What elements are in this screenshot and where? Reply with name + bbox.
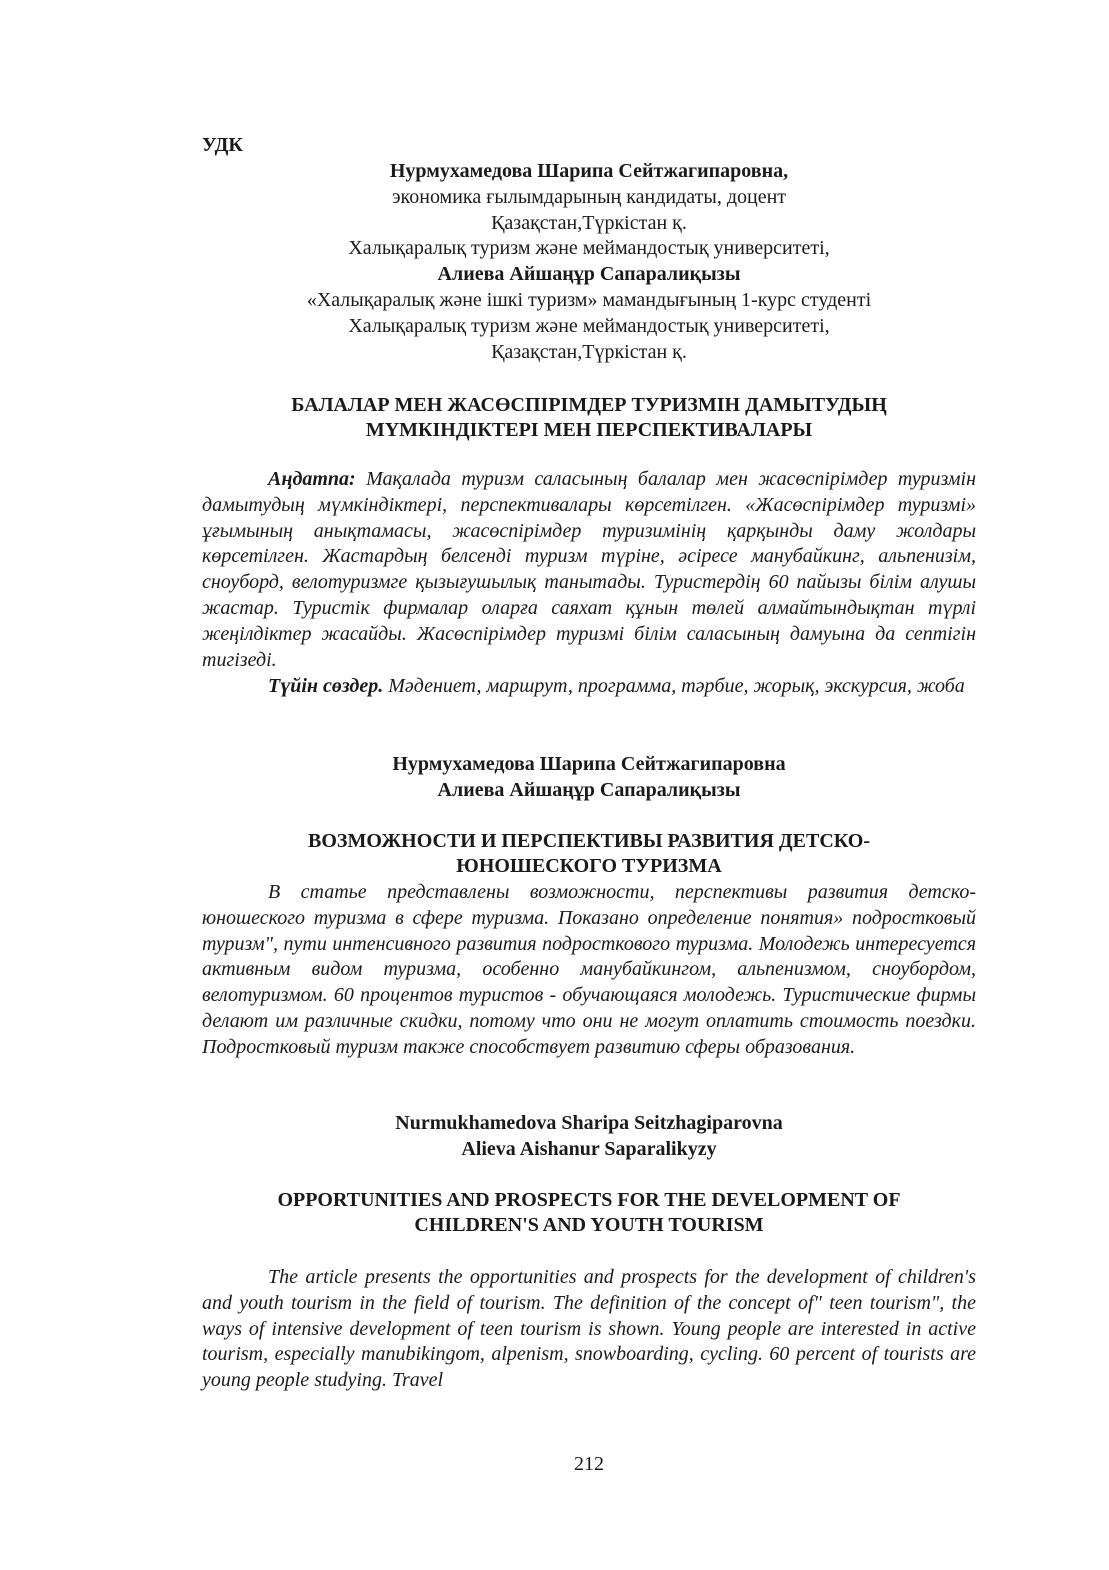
kz-keywords — [202, 674, 976, 700]
kz-author2-status: «Халықаралық және ішкі туризм» мамандығының 1-курс студенті — [306, 288, 872, 311]
en-author-block — [202, 1111, 976, 1163]
document-page — [202, 0, 976, 1570]
kz-author2-university: Халықаралық туризм және меймандостық университеті, — [348, 314, 830, 337]
ru-title-line1: ВОЗМОЖНОСТИ И ПЕРСПЕКТИВЫ РАЗВИТИЯ ДЕТСКО- — [308, 830, 870, 852]
kz-author2-name: Алиева Айшаңұр Сапаралиқызы — [437, 263, 741, 286]
en-author2-name: Alieva Aishanur Saparalikyzy — [461, 1137, 717, 1160]
kz-title-line1: БАЛАЛАР МЕН ЖАСӨСПІРІМДЕР ТУРИЗМІН ДАМЫТУДЫҢ — [291, 394, 887, 416]
ru-title — [202, 829, 976, 879]
udk-label: УДК — [202, 134, 243, 156]
ru-abstract: В статье представлены возможности, перспективы развития детско-юношеского туризма в сфере туризма. Показано определение понятия» подростковый туризм", пути интенсивного развития подросткового туризма. Молодежь интересуется активным видом туризма, особенно манубайкингом, альпенизмом, сноубордом, велотуризмом. 60 процентов туристов - обучающаяся молодежь. Туристические фирмы делают им различные скидки, потому что они не могут оплатить стоимость поездки. Подростковый туризм также способствует развитию сферы образования. — [202, 881, 976, 1058]
kz-abstract-label: Аңдатпа: — [268, 468, 356, 490]
kz-title — [202, 393, 976, 443]
en-title-line1: OPPORTUNITIES AND PROSPECTS FOR THE DEVELOPMENT OF — [277, 1189, 901, 1211]
ru-author1-name: Нурмухамедова Шарипа Сейтжагипаровна — [392, 753, 786, 775]
kz-author1-name: Нурмухамедова Шарипа Сейтжагипаровна, — [389, 160, 789, 182]
en-abstract: The article presents the opportunities and prospects for the development of children's and youth tourism in the field of tourism. The definition of the concept of" teen tourism", the ways of intensive development of teen tourism is shown. Young people are interested in active tourism, especially manubikingom, alpenism, snowboarding, cycling. 60 percent of tourists are young people studying. Travel — [202, 1266, 976, 1392]
ru-author-block — [202, 752, 976, 804]
kz-abstract — [202, 467, 976, 673]
kz-author-block — [202, 159, 976, 365]
kz-author1-degree: экономика ғылымдарының кандидаты, доцент — [391, 185, 787, 208]
kz-author2-location: Қазақстан,Түркістан қ. — [491, 340, 687, 363]
page-number: 212 — [574, 1453, 604, 1475]
kz-keywords-text: Мәдениет, маршрут, программа, тәрбие, жорық, экскурсия, жоба — [383, 675, 965, 697]
en-author1-name: Nurmukhamedova Sharipa Seitzhagiparovna — [395, 1112, 783, 1134]
ru-author2-name: Алиева Айшаңұр Сапаралиқызы — [437, 778, 741, 801]
en-title — [202, 1188, 976, 1238]
en-title-line2: CHILDREN'S AND YOUTH TOURISM — [414, 1214, 764, 1236]
kz-keywords-label: Түйін сөздер. — [268, 675, 384, 697]
ru-title-line2: ЮНОШЕСКОГО ТУРИЗМА — [456, 855, 722, 877]
kz-abstract-text: Мақалада туризм саласының балалар мен жасөспірімдер туризмін дамытудың мүмкіндіктері, перспективалары көрсетілген. «Жасөспірімдер туризмі» ұғымының анықтамасы, жасөспірімдер туризимінің қарқынды даму жолдары көрсетілген. Жастардың белсенді туризм түріне, әсіресе манубайкинг, альпенизім, сноуборд, велотуризмге қызығушылық танытады. Туристердің 60 пайызы білім алушы жастар. Туристік фирмалар оларға саяхат құнын төлей алмайтындықтан түрлі жеңілдіктер жасайды. Жасөспірімдер туризмі білім саласының дамуына да септігін тигізеді. — [202, 468, 976, 671]
kz-title-line2: МҮМКІНДІКТЕРІ МЕН ПЕРСПЕКТИВАЛАРЫ — [365, 419, 813, 441]
kz-author1-location: Қазақстан,Түркістан қ. — [491, 211, 687, 234]
kz-author1-university: Халықаралық туризм және меймандостық университеті, — [348, 237, 830, 260]
